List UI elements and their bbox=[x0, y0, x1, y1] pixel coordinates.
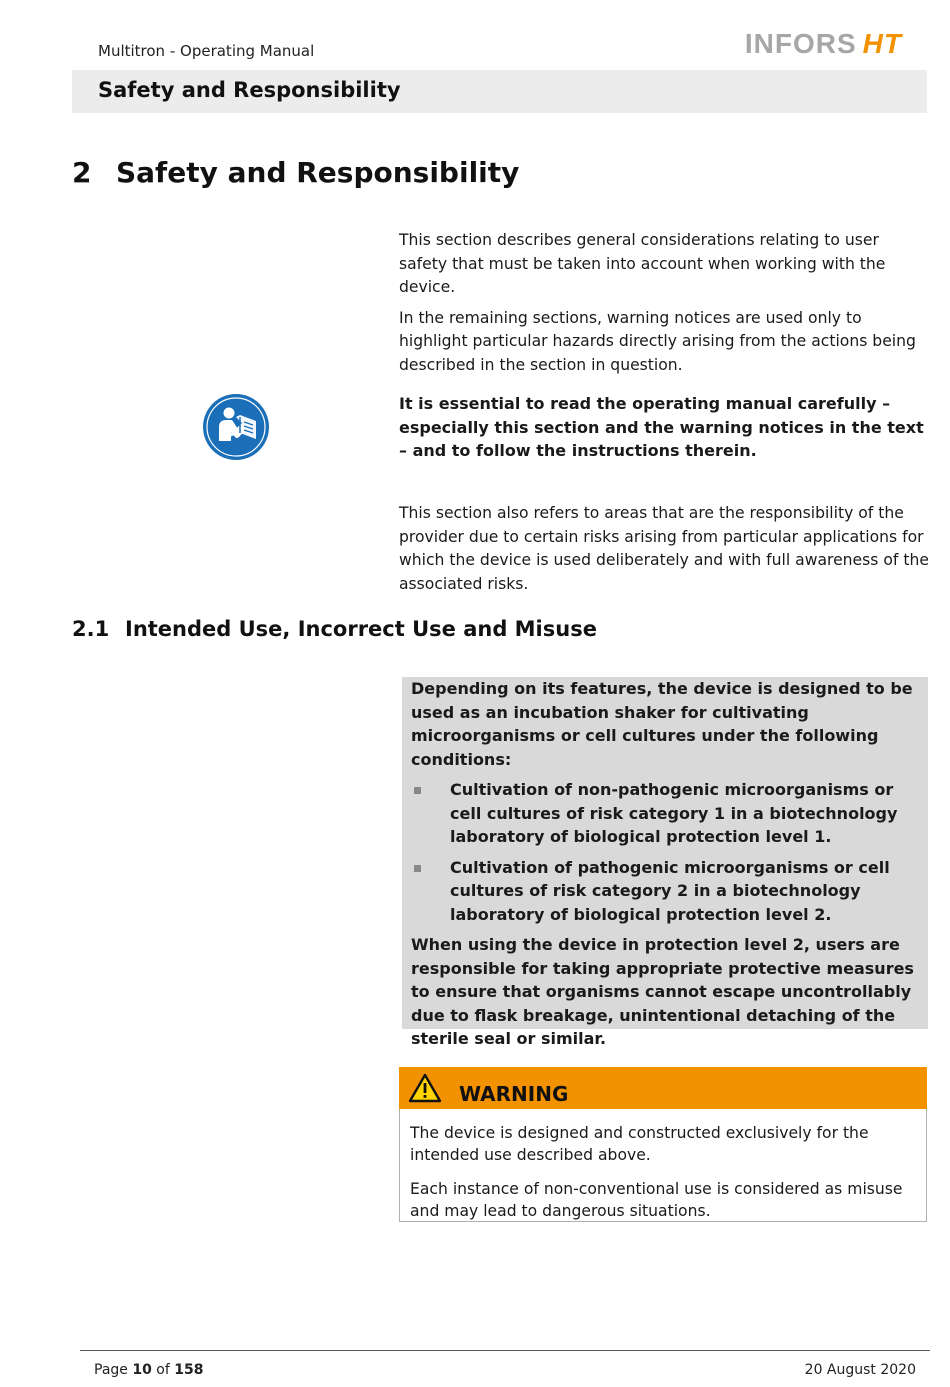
document-title: Multitron - Operating Manual bbox=[98, 42, 315, 60]
warning-paragraph-2: Each instance of non-conventional use is considered as misuse and may lead to dangerous situations. bbox=[410, 1180, 903, 1220]
intro-paragraph-1: This section describes general considerations relating to user safety that must be taken into account when working with the device. bbox=[399, 231, 886, 296]
intro-paragraph-2: In the remaining sections, warning notices are used only to highlight particular hazards directly arising from the actions being described in the section in question. bbox=[399, 308, 916, 374]
chapter-intro bbox=[399, 229, 929, 384]
section-header-label: Safety and Responsibility bbox=[98, 78, 401, 102]
read-manual-icon bbox=[202, 393, 270, 461]
bullet-text-2: Cultivation of pathogenic microorganisms or cell cultures of risk category 2 in a biotechnology laboratory of biological protection level 2. bbox=[450, 857, 890, 924]
section-number: 2.1 bbox=[72, 617, 110, 641]
chapter-number: 2 bbox=[72, 156, 92, 189]
bullet-text-1: Cultivation of non-pathogenic microorganisms or cell cultures of risk category 1 in a biotechnology laboratory of biological protection level 1. bbox=[450, 780, 898, 846]
page-total: 158 bbox=[174, 1362, 204, 1378]
page-number bbox=[94, 1362, 203, 1378]
list-item bbox=[411, 856, 927, 927]
warning-title: WARNING bbox=[459, 1082, 569, 1106]
infors-ht-logo bbox=[745, 28, 902, 60]
logo-main-text: INFORS bbox=[744, 28, 857, 59]
page-of: of bbox=[156, 1362, 170, 1378]
read-manual-notice: It is essential to read the operating manual carefully – especially this section and the warning notices in the text – and to follow the instructions therein. bbox=[399, 394, 924, 460]
warning-body bbox=[410, 1122, 922, 1234]
page-prefix: Page bbox=[94, 1362, 128, 1378]
warning-triangle-icon bbox=[408, 1073, 442, 1103]
intended-use-outro: When using the device in protection level 2, users are responsible for taking appropriate protective measures to ensure that organisms cannot escape uncontrollably due to flask breakage, unintentional detaching of the sterile seal or similar. bbox=[411, 935, 914, 1048]
list-item bbox=[411, 778, 927, 849]
page-current: 10 bbox=[132, 1362, 152, 1378]
logo-accent-text: HT bbox=[862, 28, 902, 59]
chapter-heading bbox=[72, 156, 519, 189]
section-title: Intended Use, Incorrect Use and Misuse bbox=[125, 617, 597, 641]
section-heading bbox=[72, 617, 597, 641]
intended-use-content bbox=[411, 677, 927, 1058]
footer-date: 20 August 2020 bbox=[804, 1362, 916, 1378]
provider-paragraph: This section also refers to areas that are the responsibility of the provider due to certain risks arising from particular applications for which the device is used deliberately and with full awareness of the associated risks. bbox=[399, 504, 929, 593]
intended-use-intro: Depending on its features, the device is designed to be used as an incubation shaker for cultivating microorganisms or cell cultures under the following conditions: bbox=[411, 679, 913, 769]
footer-divider bbox=[80, 1350, 930, 1351]
warning-paragraph-1: The device is designed and constructed exclusively for the intended use described above. bbox=[410, 1124, 869, 1164]
bullet-square-icon bbox=[414, 865, 421, 872]
bullet-square-icon bbox=[414, 787, 421, 794]
chapter-title: Safety and Responsibility bbox=[116, 156, 520, 189]
